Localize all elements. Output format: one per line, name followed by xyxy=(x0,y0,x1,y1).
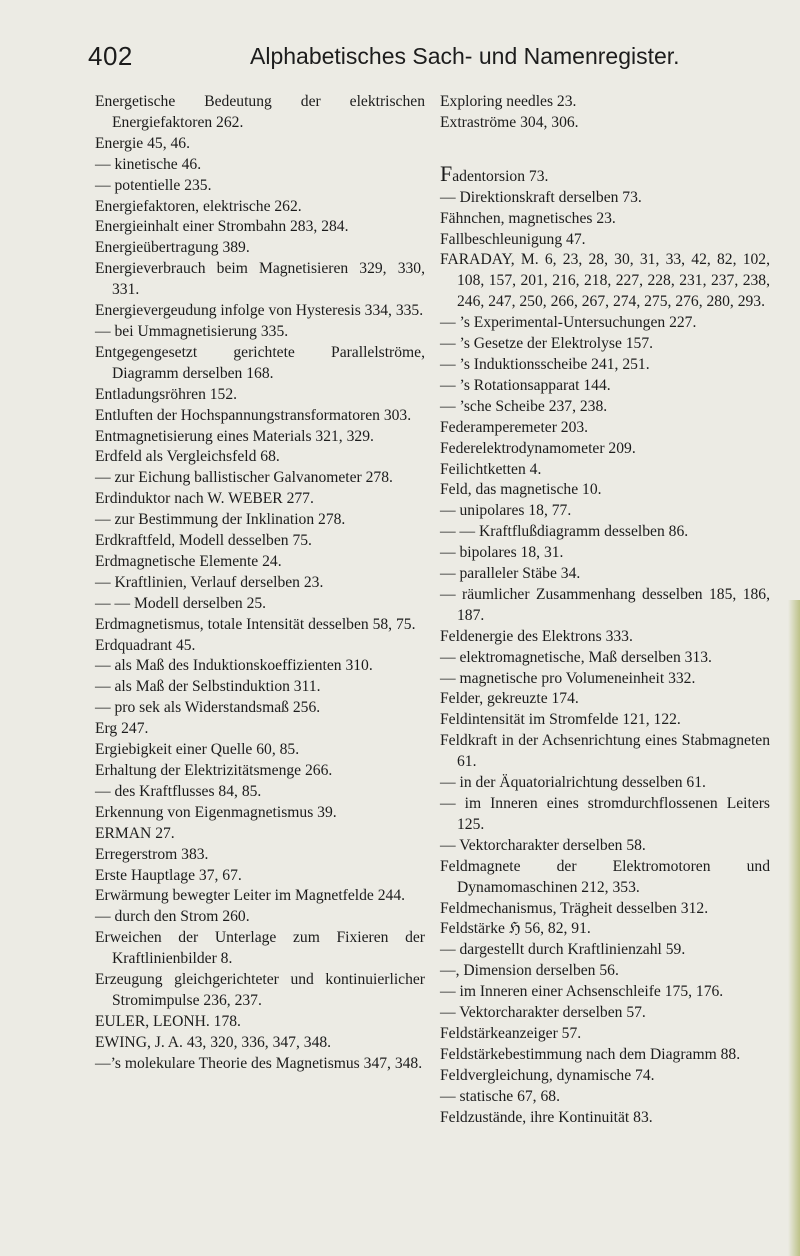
index-entry: — zur Eichung ballistischer Galvanometer 278. xyxy=(95,469,393,487)
index-entry: — unipolares 18, 77. xyxy=(440,502,572,520)
index-entry: Energetische Bedeutung der elektrischen Energiefaktoren 262. xyxy=(95,93,425,131)
index-entry: Energievergeudung infolge von Hysteresis 334, 335. xyxy=(95,302,424,320)
index-entry: — ’s Gesetze der Elektrolyse 157. xyxy=(440,335,654,353)
index-entry: — im Inneren eines stromdurchflossenen Leiters 125. xyxy=(440,795,770,833)
index-entry: — zur Bestimmung der Inklination 278. xyxy=(95,511,346,529)
page-header xyxy=(0,40,800,80)
index-entry: —, Dimension derselben 56. xyxy=(440,962,619,980)
index-entry: Federamperemeter 203. xyxy=(440,418,589,436)
index-entry: — als Maß des Induktionskoeffizienten 310. xyxy=(95,657,373,675)
index-entry: — Kraftlinien, Verlauf derselben 23. xyxy=(95,573,324,591)
index-entry: Feilichtketten 4. xyxy=(440,460,542,478)
index-entry: Feldintensität im Stromfelde 121, 122. xyxy=(440,711,681,729)
index-entry: Extraströme 304, 306. xyxy=(440,113,579,131)
index-entry: Energiefaktoren, elektrische 262. xyxy=(95,197,302,215)
index-entry: Erdmagnetismus, totale Intensität desselben 58, 75. xyxy=(95,615,416,633)
index-entry: — im Inneren einer Achsenschleife 175, 176. xyxy=(440,983,724,1001)
index-entry: Feldstärke ℌ 56, 82, 91. xyxy=(440,920,591,938)
index-entry: — magnetische pro Volumeneinheit 332. xyxy=(440,669,696,687)
index-entry: FARADAY, M. 6, 23, 28, 30, 31, 33, 42, 82, 102, 108, 157, 201, 216, 218, 227, 228, 231, 237, 238, 246, 247, 250, 266, 267, 274, 275, 276, 280, 293. xyxy=(440,251,770,311)
index-entry: Energie 45, 46. xyxy=(95,134,190,152)
index-entry: — bei Ummagnetisierung 335. xyxy=(95,322,289,340)
index-entry: Feldstärkeanzeiger 57. xyxy=(440,1024,582,1042)
index-entry: — ’s Experimental-Untersuchungen 227. xyxy=(440,314,697,332)
index-entry: Felder, gekreuzte 174. xyxy=(440,690,579,708)
index-entry: Fadentorsion 73. xyxy=(440,160,549,186)
index-column-right xyxy=(440,92,770,1129)
index-entry: Erzeugung gleichgerichteter und kontinuierlicher Stromimpulse 236, 237. xyxy=(95,971,425,1009)
index-entry: — in der Äquatorialrichtung desselben 61. xyxy=(440,774,706,792)
index-entry: Energieinhalt einer Strombahn 283, 284. xyxy=(95,218,349,236)
index-entry: Entluften der Hochspannungstransformatoren 303. xyxy=(95,406,412,424)
index-entry: Erg 247. xyxy=(95,720,149,738)
index-entry: Erdfeld als Vergleichsfeld 68. xyxy=(95,448,280,466)
index-entry: Exploring needles 23. xyxy=(440,93,577,110)
index-entry: — kinetische 46. xyxy=(95,155,202,173)
index-entry: Feldkraft in der Achsenrichtung eines Stabmagneten 61. xyxy=(440,732,770,771)
index-entry: Fallbeschleunigung 47. xyxy=(440,230,586,248)
index-entry: — dargestellt durch Kraftlinienzahl 59. xyxy=(440,941,686,959)
index-entry: EULER, LEONH. 178. xyxy=(95,1012,241,1030)
index-entry: Feldenergie des Elektrons 333. xyxy=(440,627,633,645)
index-entry: Energieverbrauch beim Magnetisieren 329, 330, 331. xyxy=(95,260,425,299)
index-entry: — ’sche Scheibe 237, 238. xyxy=(440,397,608,415)
index-entry: — — Kraftflußdiagramm desselben 86. xyxy=(440,523,689,541)
index-entry: Ergiebigkeit einer Quelle 60, 85. xyxy=(95,741,300,759)
index-entry: — Direktionskraft derselben 73. xyxy=(440,188,642,206)
index-entry: — pro sek als Widerstandsmaß 256. xyxy=(95,699,321,717)
index-entry: Entmagnetisierung eines Materials 321, 329. xyxy=(95,427,374,445)
index-entry: Erdquadrant 45. xyxy=(95,636,196,654)
running-title: Alphabetisches Sach- und Namenregister. xyxy=(250,43,680,69)
index-entry: Feldvergleichung, dynamische 74. xyxy=(440,1066,655,1084)
index-entry: EWING, J. A. 43, 320, 336, 347, 348. xyxy=(95,1033,332,1051)
index-entry: Erweichen der Unterlage zum Fixieren der Kraftlinienbilder 8. xyxy=(95,929,425,968)
index-entry: — ’s Induktionsscheibe 241, 251. xyxy=(440,355,650,373)
index-entry: Erregerstrom 383. xyxy=(95,845,209,863)
index-entry: Feld, das magnetische 10. xyxy=(440,481,602,499)
index-entry: — als Maß der Selbstinduktion 311. xyxy=(95,678,321,696)
index-entry: — paralleler Stäbe 34. xyxy=(440,565,581,583)
index-entry: — potentielle 235. xyxy=(95,176,212,194)
index-column-left xyxy=(95,92,425,1075)
index-entry: Erdinduktor nach W. WEBER 277. xyxy=(95,490,314,508)
index-entry: — durch den Strom 260. xyxy=(95,908,250,926)
index-entry: Fähnchen, magnetisches 23. xyxy=(440,209,616,227)
index-entry: — des Kraftflusses 84, 85. xyxy=(95,782,262,800)
index-entry: — räumlicher Zusammenhang desselben 185, 186, 187. xyxy=(440,585,770,624)
index-entry: — bipolares 18, 31. xyxy=(440,544,564,562)
index-entry: — Vektorcharakter derselben 58. xyxy=(440,836,646,854)
index-entry: Feldmagnete der Elektromotoren und Dynamomaschinen 212, 353. xyxy=(440,857,770,896)
index-entry: — — Modell derselben 25. xyxy=(95,594,267,612)
index-entry: Feldstärkebestimmung nach dem Diagramm 88. xyxy=(440,1045,741,1063)
index-entry: Erwärmung bewegter Leiter im Magnetfelde 244. xyxy=(95,887,406,905)
index-entry: — statische 67, 68. xyxy=(440,1087,560,1105)
index-entry: — ’s Rotationsapparat 144. xyxy=(440,376,611,394)
index-entry: ERMAN 27. xyxy=(95,824,175,842)
index-entry: Erdmagnetische Elemente 24. xyxy=(95,552,282,570)
index-entry: Erkennung von Eigenmagnetismus 39. xyxy=(95,803,337,821)
index-entry: Energieübertragung 389. xyxy=(95,239,250,257)
index-entry: — elektromagnetische, Maß derselben 313. xyxy=(440,648,712,666)
page-edge-stain xyxy=(788,600,800,1256)
index-entry: Federelektrodynamometer 209. xyxy=(440,439,636,457)
index-entry: Feldzustände, ihre Kontinuität 83. xyxy=(440,1108,653,1126)
index-entry: Erhaltung der Elektrizitätsmenge 266. xyxy=(95,762,333,779)
index-entry: Erdkraftfeld, Modell desselben 75. xyxy=(95,532,312,550)
index-entry: Feldmechanismus, Trägheit desselben 312. xyxy=(440,899,709,917)
index-entry: Entgegengesetzt gerichtete Parallelströme, Diagramm derselben 168. xyxy=(95,343,425,382)
page-number: 402 xyxy=(88,41,133,71)
index-entry: Entladungsröhren 152. xyxy=(95,385,238,403)
index-entry: —’s molekulare Theorie des Magnetismus 347, 348. xyxy=(95,1054,423,1072)
index-entry: Erste Hauptlage 37, 67. xyxy=(95,866,242,884)
index-entry: — Vektorcharakter derselben 57. xyxy=(440,1004,646,1022)
